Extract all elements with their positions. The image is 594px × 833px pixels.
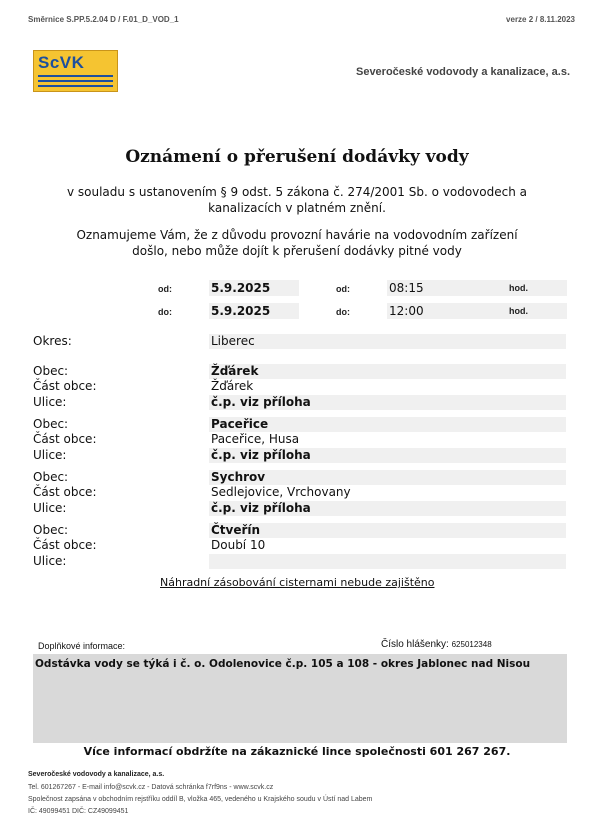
municipality-value: Čtveřín xyxy=(211,523,261,537)
part-field xyxy=(209,379,566,394)
to-hours-unit: hod. xyxy=(509,306,528,316)
municipality-label: Obec: xyxy=(33,523,69,537)
company-name: Severočeské vodovody a kanalizace, a.s. xyxy=(355,66,570,78)
street-field xyxy=(209,501,566,516)
district-field xyxy=(209,334,566,349)
to-time-value: 12:00 xyxy=(389,304,424,318)
additional-info-box xyxy=(33,654,567,743)
part-value: Paceřice, Husa xyxy=(211,432,300,446)
report-number-value: 625012348 xyxy=(451,640,492,649)
from-date-field xyxy=(209,280,299,296)
district-label: Okres: xyxy=(33,334,72,348)
municipality-field xyxy=(209,523,566,538)
to-date-value: 5.9.2025 xyxy=(211,304,271,318)
from-hours-unit: hod. xyxy=(509,283,528,293)
from-date-label: od: xyxy=(158,284,172,294)
municipality-value: Sychrov xyxy=(211,470,266,484)
directive-code: Směrnice S.PP.5.2.04 D / F.01_D_VOD_1 xyxy=(28,15,179,24)
municipality-label: Obec: xyxy=(33,470,69,484)
supply-note: Náhradní zásobování cisternami nebude zajištěno xyxy=(160,576,435,589)
company-logo xyxy=(33,50,118,92)
from-time-label: od: xyxy=(336,284,350,294)
part-label: Část obce: xyxy=(33,379,97,393)
version-label: verze 2 / 8.11.2023 xyxy=(506,15,575,24)
footer-contact: Tel. 601267267 - E-mail info@scvk.cz - Datová schránka f7rf9ns - www.scvk.cz xyxy=(28,784,274,791)
logo-text: ScVK xyxy=(38,53,85,72)
footer-ids: IČ: 49099451 DIČ: CZ49099451 xyxy=(28,808,129,815)
street-value: č.p. viz příloha xyxy=(211,501,311,515)
hotline-text: Více informací obdržíte na zákaznické lince společnosti 601 267 267. xyxy=(83,745,511,758)
from-time-value: 08:15 xyxy=(389,281,424,295)
street-label: Ulice: xyxy=(33,448,67,462)
street-label: Ulice: xyxy=(33,395,67,409)
legal-line-2: kanalizacích v platném znění. xyxy=(208,201,386,215)
document-title: Oznámení o přerušení dodávky vody xyxy=(125,147,469,167)
street-label: Ulice: xyxy=(33,554,67,568)
street-value: č.p. viz příloha xyxy=(211,448,311,462)
part-value: Sedlejovice, Vrchovany xyxy=(211,485,351,499)
part-label: Část obce: xyxy=(33,538,97,552)
additional-info-label: Doplňkové informace: xyxy=(38,641,126,651)
from-date-value: 5.9.2025 xyxy=(211,281,271,295)
legal-line-1: v souladu s ustanovením § 9 odst. 5 zákona č. 274/2001 Sb. o vodovodech a xyxy=(66,185,527,199)
to-date-field xyxy=(209,303,299,319)
part-field xyxy=(209,432,566,447)
footer-company: Severočeské vodovody a kanalizace, a.s. xyxy=(28,771,165,778)
municipality-label: Obec: xyxy=(33,417,69,431)
additional-info-text: Odstávka vody se týká i č. o. Odolenovice č.p. 105 a 108 - okres Jablonec nad Nisou xyxy=(35,658,531,670)
street-field xyxy=(209,395,566,410)
street-field xyxy=(209,554,566,569)
logo-stripe xyxy=(38,85,113,87)
part-field xyxy=(209,485,566,500)
municipality-field xyxy=(209,417,566,432)
from-time-field xyxy=(387,280,567,296)
report-label-text: Číslo hlášenky: xyxy=(381,639,449,650)
part-value: Doubí 10 xyxy=(211,538,266,552)
logo-stripe xyxy=(38,75,113,77)
notice-line-2: došlo, nebo může dojít k přerušení dodávky pitné vody xyxy=(132,244,462,258)
municipality-value: Paceřice xyxy=(211,417,269,431)
notice-line-1: Oznamujeme Vám, že z důvodu provozní havárie na vodovodním zařízení xyxy=(76,228,518,242)
to-time-label: do: xyxy=(336,307,350,317)
part-label: Část obce: xyxy=(33,432,97,446)
part-label: Část obce: xyxy=(33,485,97,499)
municipality-field xyxy=(209,364,566,379)
part-field xyxy=(209,538,566,553)
to-date-label: do: xyxy=(158,307,172,317)
logo-stripe xyxy=(38,80,113,82)
municipality-field xyxy=(209,470,566,485)
municipality-value: Žďárek xyxy=(211,364,259,378)
street-value: č.p. viz příloha xyxy=(211,395,311,409)
municipality-label: Obec: xyxy=(33,364,69,378)
district-value: Liberec xyxy=(211,334,255,348)
street-label: Ulice: xyxy=(33,501,67,515)
to-time-field xyxy=(387,303,567,319)
report-number-label xyxy=(381,639,492,650)
part-value: Žďárek xyxy=(211,379,254,393)
footer-registry: Společnost zapsána v obchodním rejstříku oddíl B, vložka 465, vedeného u Krajského soudu v Ústí nad Labem xyxy=(28,796,373,803)
street-field xyxy=(209,448,566,463)
